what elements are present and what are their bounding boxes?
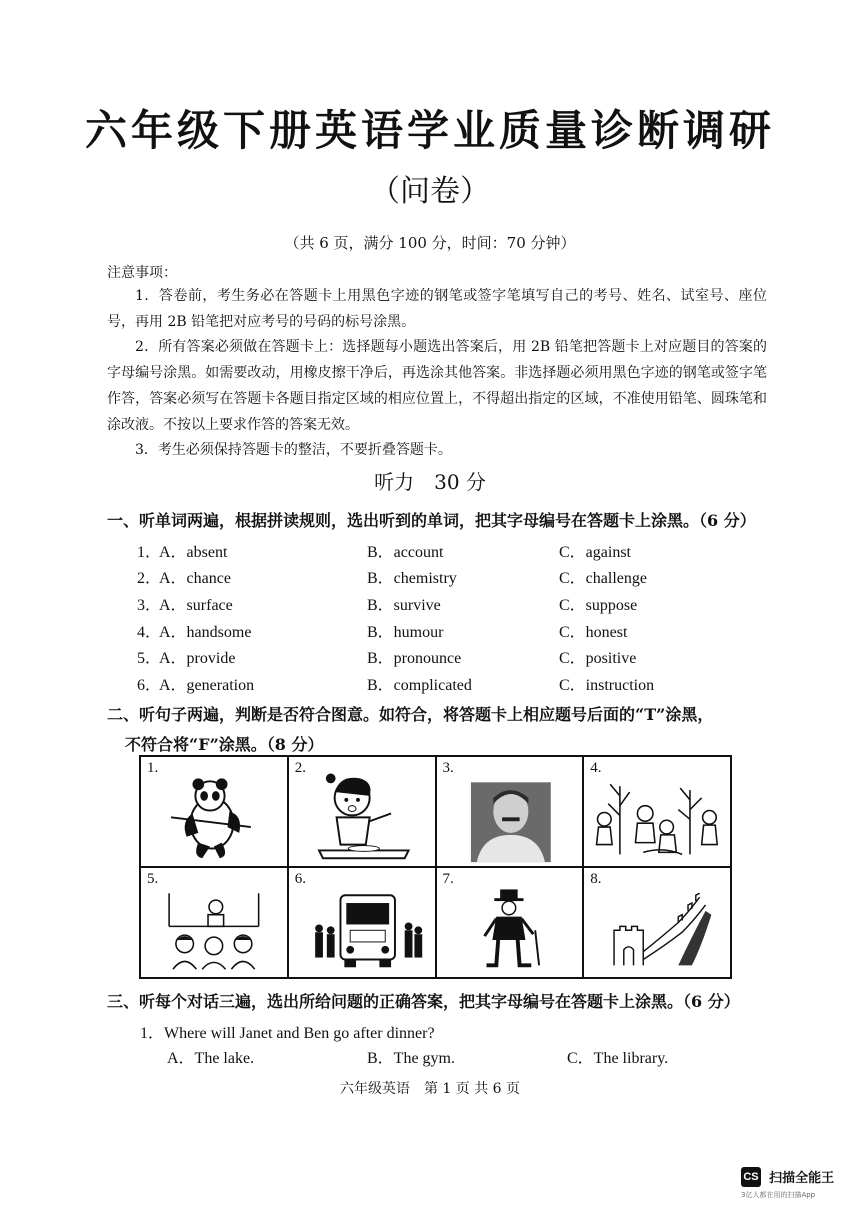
question-number: 6．	[137, 676, 162, 694]
option-c: C．honest	[559, 623, 628, 641]
part1-options	[137, 537, 777, 697]
part2-heading-line1: 二、听句子两遍，判断是否符合图意。如符合，将答题卡上相应题号后面的“T”涂黑，	[107, 705, 714, 724]
question-number: 4．	[137, 623, 162, 641]
picture-cell-4	[583, 756, 731, 867]
option-a: A．generation	[159, 676, 255, 694]
question-row	[137, 670, 777, 697]
picture-cell-5	[140, 867, 288, 978]
option-c: C．against	[559, 543, 631, 561]
part2-heading	[107, 700, 787, 760]
part3-question: 1．Where will Janet and Ben go after dinner?	[140, 1025, 435, 1042]
option-c: C．instruction	[559, 676, 655, 694]
picture-cell-1	[140, 756, 288, 867]
children-planting-trees-icon	[584, 757, 730, 866]
picture-cell-8	[583, 867, 731, 978]
picture-number: 5.	[147, 871, 159, 887]
option-a: A．chance	[159, 570, 231, 588]
part1-heading: 一、听单词两遍，根据拼读规则，选出听到的单词，把其字母编号在答题卡上涂黑。（6 分）	[107, 511, 756, 530]
question-number: 2．	[137, 570, 162, 588]
question-number: 1．	[137, 543, 162, 561]
picture-number: 7.	[442, 871, 454, 887]
exam-meta: （共 6 页，满分 100 分，时间：70 分钟）	[284, 234, 576, 252]
option-a: A．absent	[159, 543, 228, 561]
great-wall-icon	[584, 868, 730, 977]
picture-number: 1.	[147, 760, 159, 776]
girl-eating-icon	[289, 757, 435, 866]
picture-cell-6	[288, 867, 436, 978]
option-b: B．account	[367, 543, 444, 561]
question-row	[137, 590, 777, 617]
option-a: A．handsome	[159, 623, 252, 641]
picture-grid	[139, 755, 732, 979]
picture-number: 4.	[590, 760, 602, 776]
portrait-photo-icon	[437, 757, 583, 866]
panda-icon	[141, 757, 287, 866]
option-a: A．provide	[159, 650, 236, 668]
option-b: B．chemistry	[367, 570, 457, 588]
picture-number: 3.	[442, 760, 454, 776]
part3-heading: 三、听每个对话三遍，选出所给问题的正确答案，把其字母编号在答题卡上涂黑。（6 分）	[107, 992, 740, 1011]
picture-number: 8.	[590, 871, 602, 887]
option-b: B．pronounce	[367, 650, 462, 668]
watermark-name: 扫描全能王	[769, 1171, 835, 1186]
option-a: A．surface	[159, 596, 233, 614]
camscanner-logo: CS	[741, 1167, 761, 1187]
picture-number: 6.	[294, 871, 306, 887]
page-title: 六年级下册英语学业质量诊断调研	[84, 106, 775, 155]
classroom-teacher-icon	[141, 868, 287, 977]
option-b: B．survive	[367, 596, 441, 614]
watermark-tagline: 3亿人都在用的扫描App	[741, 1190, 816, 1199]
question-row	[137, 643, 777, 670]
option-c: C．The library.	[567, 1050, 669, 1067]
question-row	[137, 617, 777, 644]
picture-number: 2.	[294, 760, 306, 776]
scanner-watermark	[741, 1166, 851, 1200]
question-number: 5．	[137, 650, 162, 668]
option-c: C．positive	[559, 650, 637, 668]
notice-item: 2．所有答案必须做在答题卡上：选择题每小题选出答案后，用 2B 铅笔把答题卡上对应题目的答案的字母编号涂黑。如需要改动，用橡皮擦干净后，再选涂其他答案。非选择题必须用黑色字迹的钢笔或签字笔作答，答案必须写在答题卡各题目指定区域的相应位置上，不得超出指定的区域，不准使用铅笔、圆珠笔和涂改液。不按以上要求作答的答案无效。	[107, 339, 767, 433]
notice-item: 3．考生必须保持答题卡的整洁，不要折叠答题卡。	[135, 442, 452, 458]
option-b: B．humour	[367, 623, 444, 641]
school-bus-icon	[289, 868, 435, 977]
part3-options	[167, 1045, 668, 1068]
page-subtitle: （问卷）	[370, 174, 490, 209]
part2-heading-line2: 不符合将“F”涂黑。（8 分）	[125, 735, 324, 754]
option-b: B．complicated	[367, 676, 472, 694]
option-b: B．The gym.	[367, 1050, 455, 1067]
question-row	[137, 564, 777, 591]
option-a: A．The lake.	[167, 1050, 255, 1067]
section-title: 听力 30 分	[374, 470, 486, 494]
notice-heading: 注意事项：	[107, 265, 177, 281]
page-footer: 六年级英语 第 1 页 共 6 页	[339, 1081, 521, 1097]
option-c: C．suppose	[559, 596, 638, 614]
notice-item: 1．答卷前，考生务必在答题卡上用黑色字迹的钢笔或签字笔填写自己的考号、姓名、试室号、座位号，再用 2B 铅笔把对应考号的号码的标号涂黑。	[107, 288, 767, 330]
picture-cell-3	[436, 756, 584, 867]
question-row	[137, 537, 777, 564]
picture-cell-7	[436, 867, 584, 978]
option-c: C．challenge	[559, 570, 647, 588]
man-with-hat-icon	[437, 868, 583, 977]
question-number: 3．	[137, 596, 162, 614]
picture-cell-2	[288, 756, 436, 867]
